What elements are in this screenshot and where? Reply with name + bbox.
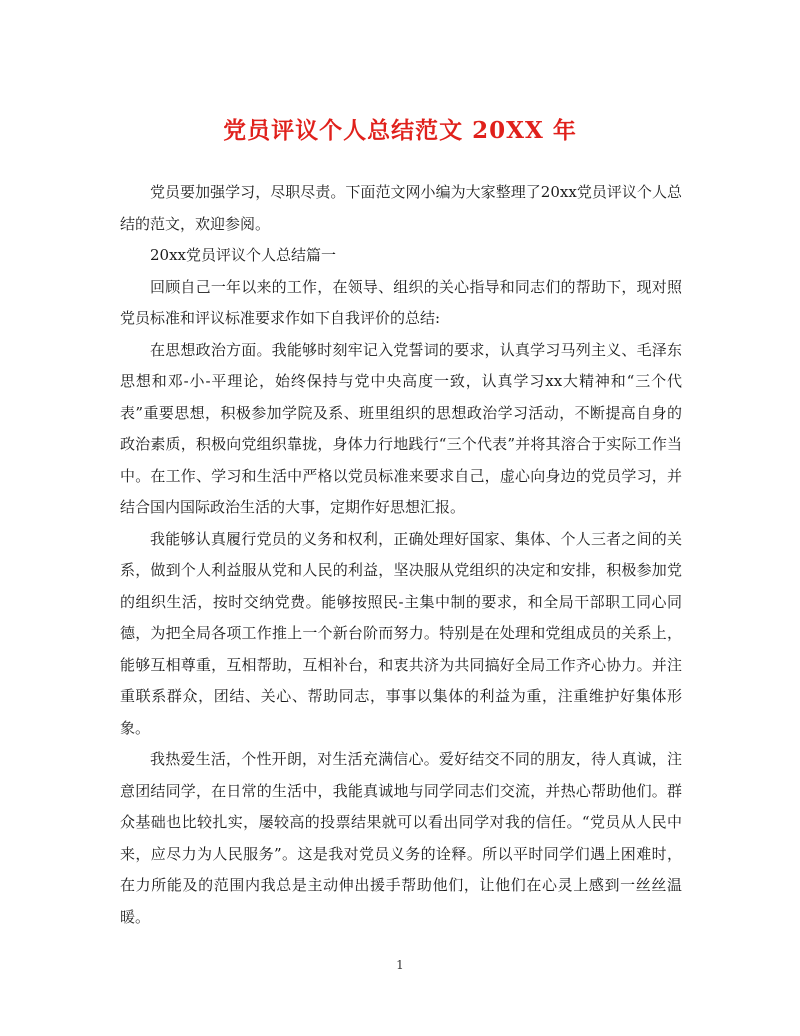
paragraph-politics: 在思想政治方面。我能够时刻牢记入党誓词的要求，认真学习马列主义、毛泽东思想和邓-小-平理论，始终保持与党中央高度一致，认真学习xx大精神和“三个代表”重要思想，积极参加学院及系、班里组织的思想政治学习活动，不断提高自身的政治素质，积极向党组织靠拢，身体力行地践行“三个代表”并将其溶合于实际工作当中。在工作、学习和生活中严格以党员标准来要求自己，虚心向身边的党员学习，并结合国内国际政治生活的大事，定期作好思想汇报。 xyxy=(120,340,682,516)
document-body xyxy=(120,177,682,933)
paragraph-intro: 党员要加强学习，尽职尽责。下面范文网小编为大家整理了20xx党员评议个人总结的范文，欢迎参阅。 xyxy=(120,183,682,233)
paragraph-duties: 我能够认真履行党员的义务和权利，正确处理好国家、集体、个人三者之间的关系，做到个人利益服从党和人民的利益，坚决服从党组织的决定和安排，积极参加党的组织生活，按时交纳党费。能够按照民-主集中制的要求，和全局干部职工同心同德，为把全局各项工作推上一个新台阶而努力。特别是在处理和党组成员的关系上，能够互相尊重，互相帮助，互相补台，和衷共济为共同搞好全局工作齐心协力。并注重联系群众，团结、关心、帮助同志，事事以集体的利益为重，注重维护好集体形象。 xyxy=(120,529,682,737)
paragraph-review: 回顾自己一年以来的工作，在领导、组织的关心指导和同志们的帮助下，现对照党员标准和评议标准要求作如下自我评价的总结: xyxy=(120,277,682,327)
document-title: 党员评议个人总结范文 20XX 年 xyxy=(223,117,577,144)
section-heading: 20xx党员评议个人总结篇一 xyxy=(150,246,337,264)
page-number: 1 xyxy=(396,958,404,972)
paragraph-life: 我热爱生活，个性开朗，对生活充满信心。爱好结交不同的朋友，待人真诚，注意团结同学，在日常的生活中，我能真诚地与同学同志们交流，并热心帮助他们。群众基础也比较扎实，屡较高的投票结果就可以看出同学对我的信任。“党员从人民中来，应尽力为人民服务”。这是我对党员义务的诠释。所以平时同学们遇上困难时，在力所能及的范围内我总是主动伸出援手帮助他们，让他们在心灵上感到一丝丝温暖。 xyxy=(120,750,682,926)
